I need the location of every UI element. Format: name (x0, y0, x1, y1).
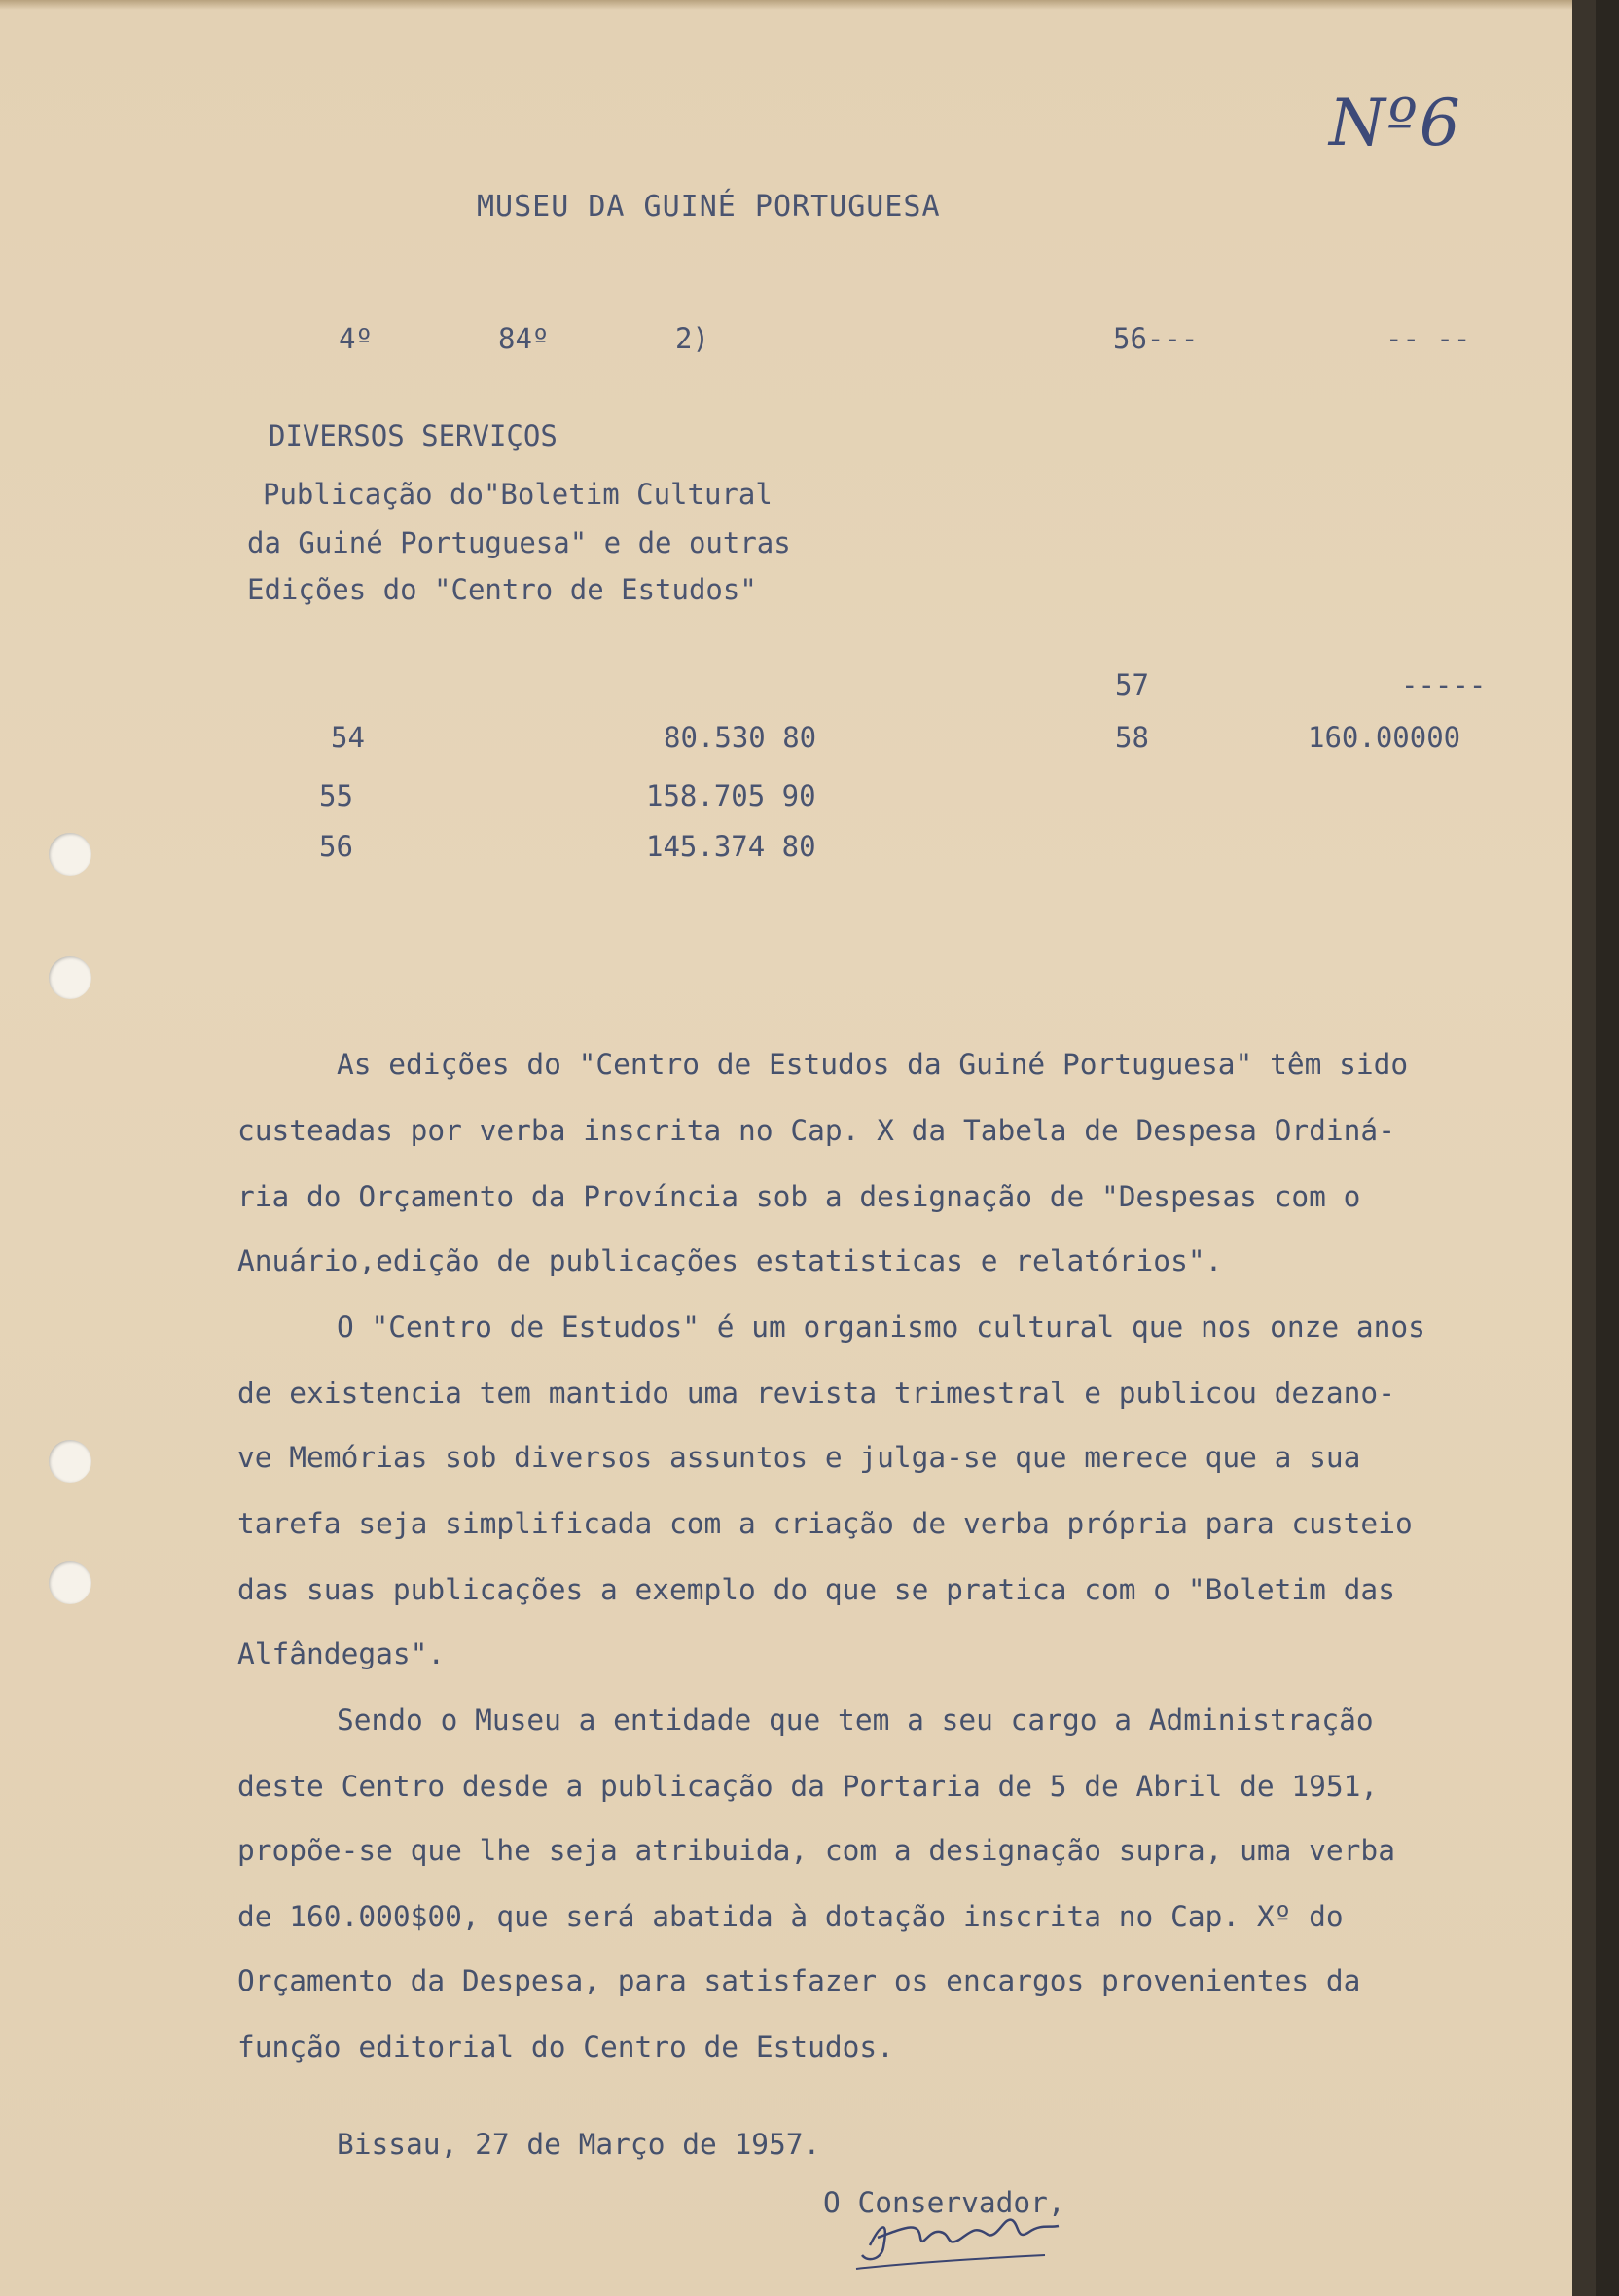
body-line: Orçamento da Despesa, para satisfazer os encargos provenientes da (237, 1964, 1361, 1997)
budget-item: 2) (675, 322, 709, 355)
expense-value: 145.374 80 (646, 830, 816, 863)
body-line: de 160.000$00, que será abatida à dotação inscrita no Cap. Xº do (237, 1900, 1344, 1933)
expense-value: ----- (1401, 668, 1487, 701)
body-line: Sendo o Museu a entidade que tem a seu cargo a Administração (337, 1704, 1374, 1737)
body-line: O "Centro de Estudos" é um organismo cultural que nos onze anos (337, 1310, 1425, 1344)
punch-hole (49, 1561, 91, 1604)
page-right-edge (1572, 0, 1596, 2296)
document-header: MUSEU DA GUINÉ PORTUGUESA (477, 190, 941, 224)
punch-hole (49, 833, 91, 876)
page-top-shadow (0, 0, 1596, 10)
handwritten-page-number: Nº6 (1329, 86, 1462, 161)
budget-value: -- -- (1385, 322, 1471, 355)
budget-year: 56--- (1113, 322, 1199, 355)
punch-hole (49, 1440, 91, 1483)
signatory-title: O Conservador, (823, 2186, 1065, 2219)
expense-value: 80.530 80 (664, 721, 817, 754)
body-line: função editorial do Centro de Estudos. (237, 2030, 894, 2063)
subtitle-line: Publicação do"Boletim Cultural (263, 478, 773, 511)
place-date: Bissau, 27 de Março de 1957. (337, 2128, 821, 2161)
body-line: As edições do "Centro de Estudos da Guiné Portuguesa" têm sido (337, 1048, 1409, 1081)
expense-year: 58 (1115, 721, 1149, 754)
expense-year: 54 (331, 721, 365, 754)
body-line: ve Memórias sob diversos assuntos e julga-se que merece que a sua (237, 1441, 1361, 1474)
body-line: Alfândegas". (237, 1637, 446, 1670)
punch-hole (49, 956, 91, 999)
body-line: custeadas por verba inscrita no Cap. X da Tabela de Despesa Ordiná- (237, 1114, 1395, 1147)
body-line: de existencia tem mantido uma revista trimestral e publicou dezano- (237, 1377, 1395, 1410)
body-line: Anuário,edição de publicações estatisticas e relatórios". (237, 1244, 1223, 1277)
handwritten-signature (850, 2187, 1074, 2275)
expense-year: 56 (319, 830, 353, 863)
body-line: das suas publicações a exemplo do que se pratica com o "Boletim das (237, 1573, 1395, 1606)
expense-value: 158.705 90 (646, 779, 816, 812)
section-title: DIVERSOS SERVIÇOS (269, 419, 558, 452)
subtitle-line: Edições do "Centro de Estudos" (247, 573, 757, 606)
body-line: tarefa seja simplificada com a criação de verba própria para custeio (237, 1507, 1413, 1540)
body-line: deste Centro desde a publicação da Portaria de 5 de Abril de 1951, (237, 1770, 1379, 1803)
expense-value: 160.00000 (1308, 721, 1461, 754)
budget-chapter: 4º (339, 322, 373, 355)
expense-year: 57 (1115, 668, 1149, 701)
budget-article: 84º (498, 322, 550, 355)
body-line: ria do Orçamento da Província sob a designação de "Despesas com o (237, 1180, 1361, 1213)
body-line: propõe-se que lhe seja atribuida, com a designação supra, uma verba (237, 1834, 1395, 1867)
expense-year: 55 (319, 779, 353, 812)
subtitle-line: da Guiné Portuguesa" e de outras (247, 526, 791, 559)
